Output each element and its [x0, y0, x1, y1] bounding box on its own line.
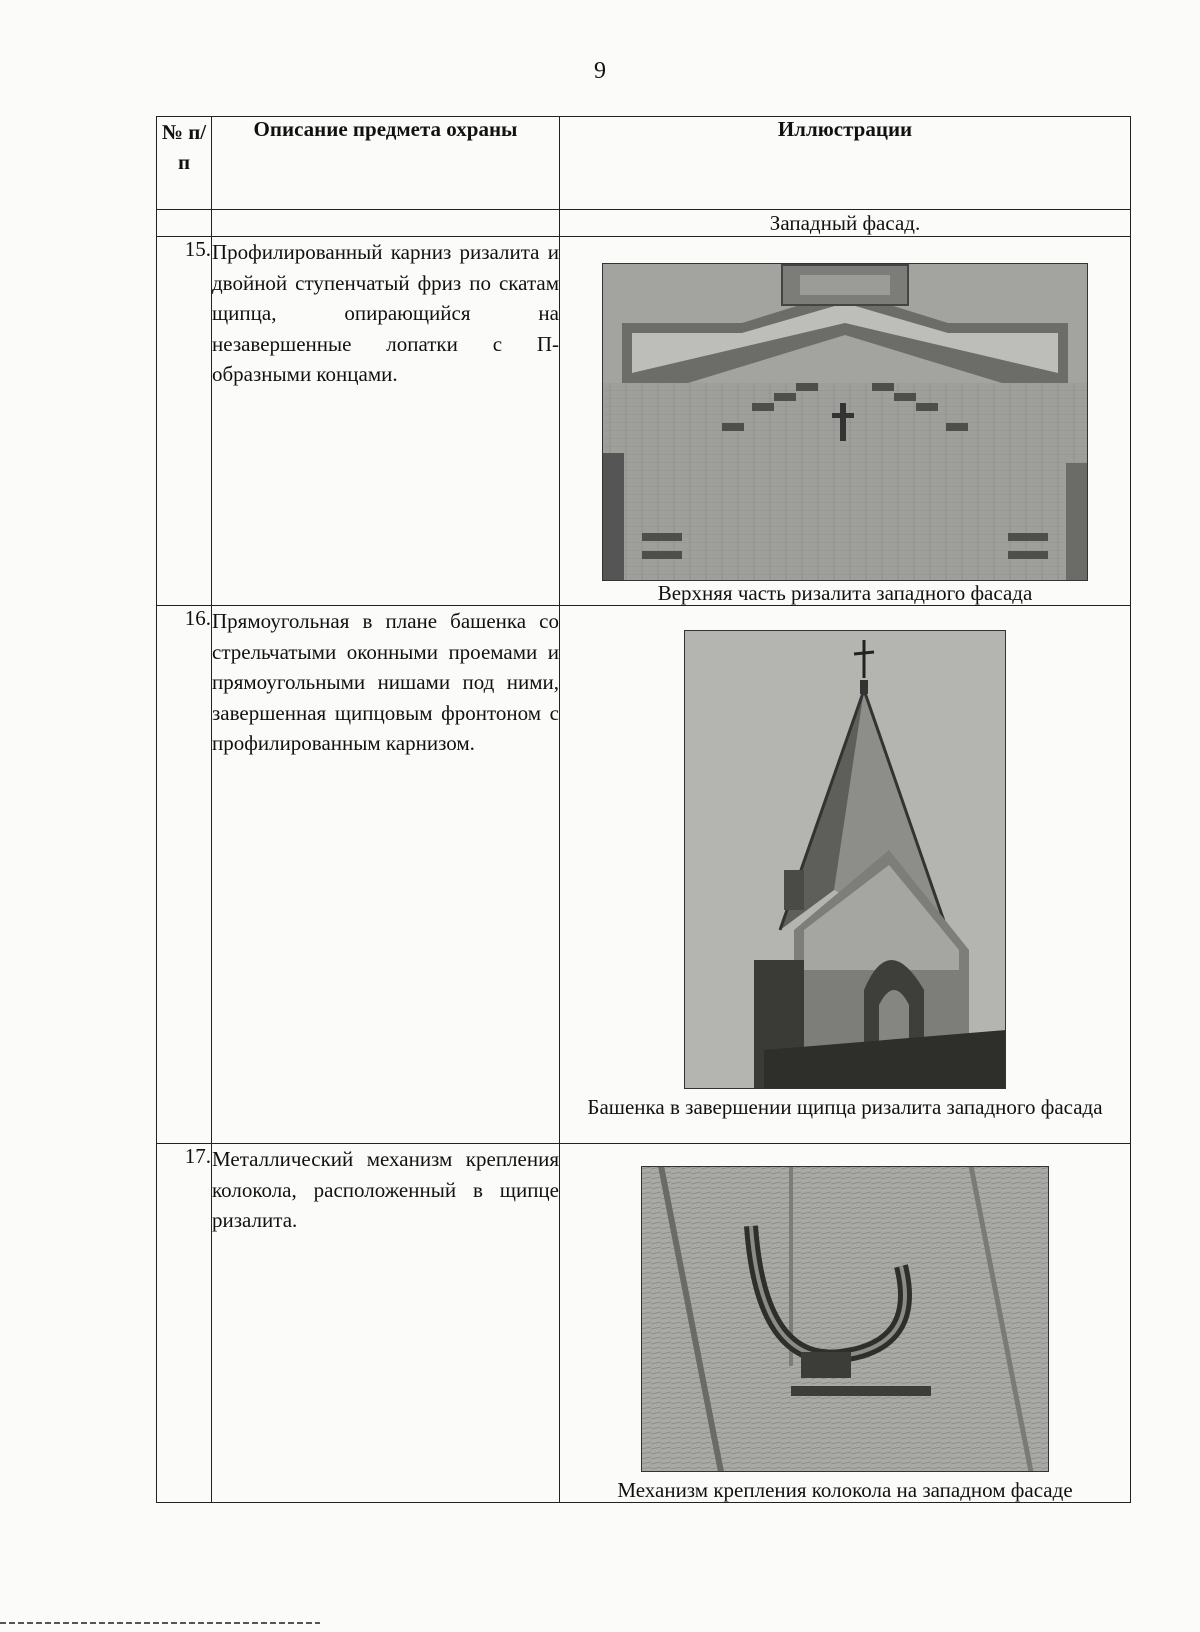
row-description: Профилированный карниз ризалита и двойной ступенчатый фриз по скатам щипца, опирающийся на незавершенные лопатки с П-образными концами.: [212, 237, 560, 606]
header-illustrations: Иллюстрации: [560, 117, 1131, 210]
illustration-caption: Башенка в завершении щипца ризалита западного фасада: [587, 1095, 1103, 1119]
scan-edge-line: [0, 1622, 320, 1624]
page-number: 9: [594, 58, 606, 84]
row-number: 17.: [157, 1144, 212, 1503]
table-header-row: [157, 117, 1131, 210]
section-caption-row: [157, 210, 1131, 237]
illustration-cell: [560, 606, 1131, 1144]
row-description: Металлический механизм крепления колокола, расположенный в щипце ризалита.: [212, 1144, 560, 1503]
row-number: 16.: [157, 606, 212, 1144]
row-number: 15.: [157, 237, 212, 606]
row-description: Прямоугольная в плане башенка со стрельчатыми оконными проемами и прямоугольными нишами под ними, завершенная щипцовым фронтоном с профилированным карнизом.: [212, 606, 560, 1144]
gable-cornice-photo: [602, 263, 1088, 581]
illustration-caption: Механизм крепления колокола на западном фасаде: [617, 1478, 1073, 1502]
section-caption: Западный фасад.: [560, 210, 1131, 237]
illustration-caption: Верхняя часть ризалита западного фасада: [657, 581, 1033, 605]
illustration-cell: [560, 237, 1131, 606]
tower-photo: [684, 630, 1006, 1089]
header-description: Описание предмета охраны: [212, 117, 560, 210]
protection-table: [156, 116, 1131, 1503]
table-row: [157, 606, 1131, 1144]
table-row: [157, 237, 1131, 606]
header-number: № п/ п: [157, 117, 212, 210]
table-row: [157, 1144, 1131, 1503]
illustration-cell: [560, 1144, 1131, 1503]
bell-mount-photo: [641, 1166, 1049, 1472]
